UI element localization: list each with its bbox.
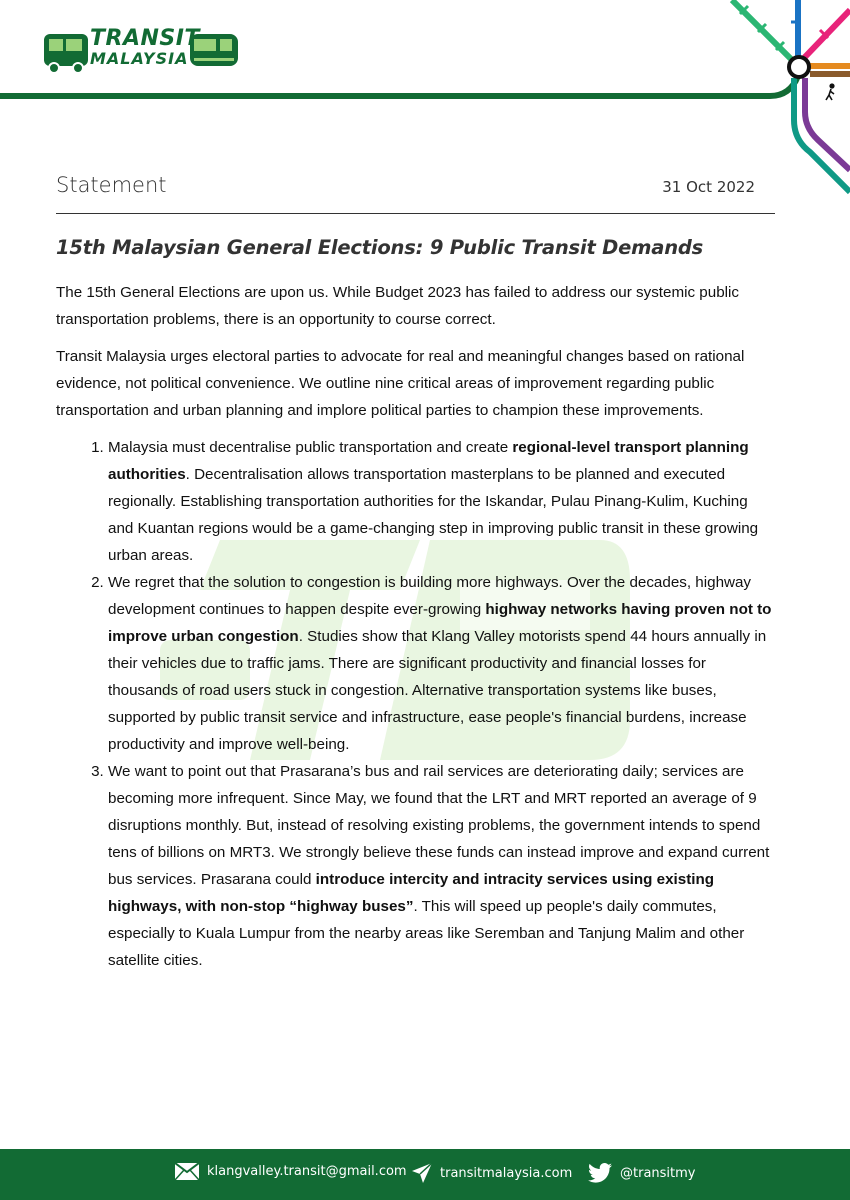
demand-text: . Studies show that Klang Valley motorists spend 44 hours annually in their vehicles due to traffic jams. There are significant productivity and financial losses for thousands of road users stuck in congestion. Alternative transportation systems like buses, supported by public transit service and infrastructure, ease people's financial burdens, increase productivity and improve well-being. <box>108 628 767 753</box>
brand-line-2: MALAYSIA <box>90 49 189 68</box>
demand-text: Malaysia must decentralise public transportation and create <box>108 439 513 456</box>
document-date: 31 Oct 2022 <box>662 178 755 196</box>
paper-plane-icon <box>412 1163 432 1183</box>
twitter-bird-icon <box>588 1163 612 1183</box>
twitter-handle[interactable]: @transitmy <box>620 1165 696 1181</box>
document-body <box>56 279 774 974</box>
demand-text: We regret that the solution to congestion is building more highways. Over the decades, highway development continues to happen despite ever-growing <box>108 574 752 618</box>
brand-wordmark <box>90 28 200 67</box>
demand-highlight: highway networks having proven not to improve urban congestion <box>108 601 772 645</box>
website-link[interactable]: transitmalaysia.com <box>440 1165 573 1181</box>
demand-item <box>108 758 774 974</box>
document-title: 15th Malaysian General Elections: 9 Public Transit Demands <box>56 236 704 259</box>
intro-paragraph-1: The 15th General Elections are upon us. While Budget 2023 has failed to address our systemic public transportation problems, there is an opportunity to course correct. <box>56 284 739 328</box>
footer-email[interactable] <box>175 1163 407 1180</box>
demands-list <box>56 434 774 974</box>
demand-text: We want to point out that Prasarana’s bus and rail services are deteriorating daily; services are becoming more infrequent. Since May, we found that the LRT and MRT reported an average of 9 disruptions monthly. But, instead of resolving existing problems, the government intends to spend tens of billions on MRT3. We strongly believe these funds can instead improve and expand current bus services. Prasarana could <box>108 763 770 888</box>
document-type: Statement <box>56 173 167 197</box>
envelope-icon <box>175 1163 199 1180</box>
demand-highlight: introduce intercity and intracity services using existing highways, with non-stop “highway buses” <box>108 871 715 915</box>
footer-twitter[interactable] <box>588 1163 696 1183</box>
header-divider <box>56 213 775 214</box>
footer-website[interactable] <box>412 1163 572 1183</box>
demand-item <box>108 569 774 758</box>
demand-highlight: regional-level transport planning authorities <box>108 439 749 483</box>
intro-paragraph-2: Transit Malaysia urges electoral parties to advocate for real and meaningful changes based on rational evidence, not political convenience. We outline nine critical areas of improvement regarding public transportation and urban planning and implore political parties to champion these improvements. <box>56 348 745 419</box>
demand-item <box>108 434 774 569</box>
demand-text: . Decentralisation allows transportation masterplans to be planned and executed regionally. Establishing transportation authorities for the Iskandar, Pulau Pinang-Kulim, Kuching and Kuantan regions would be a game-changing step in improving public transit in these growing urban areas. <box>108 466 759 564</box>
brand-line-1: TRANSIT <box>90 26 200 51</box>
email-link[interactable]: klangvalley.transit@gmail.com <box>207 1164 407 1179</box>
demand-text: . This will speed up people's daily commutes, especially to Kuala Lumpur from the nearby areas like Seremban and Tanjung Malim and other satellite cities. <box>108 898 745 969</box>
